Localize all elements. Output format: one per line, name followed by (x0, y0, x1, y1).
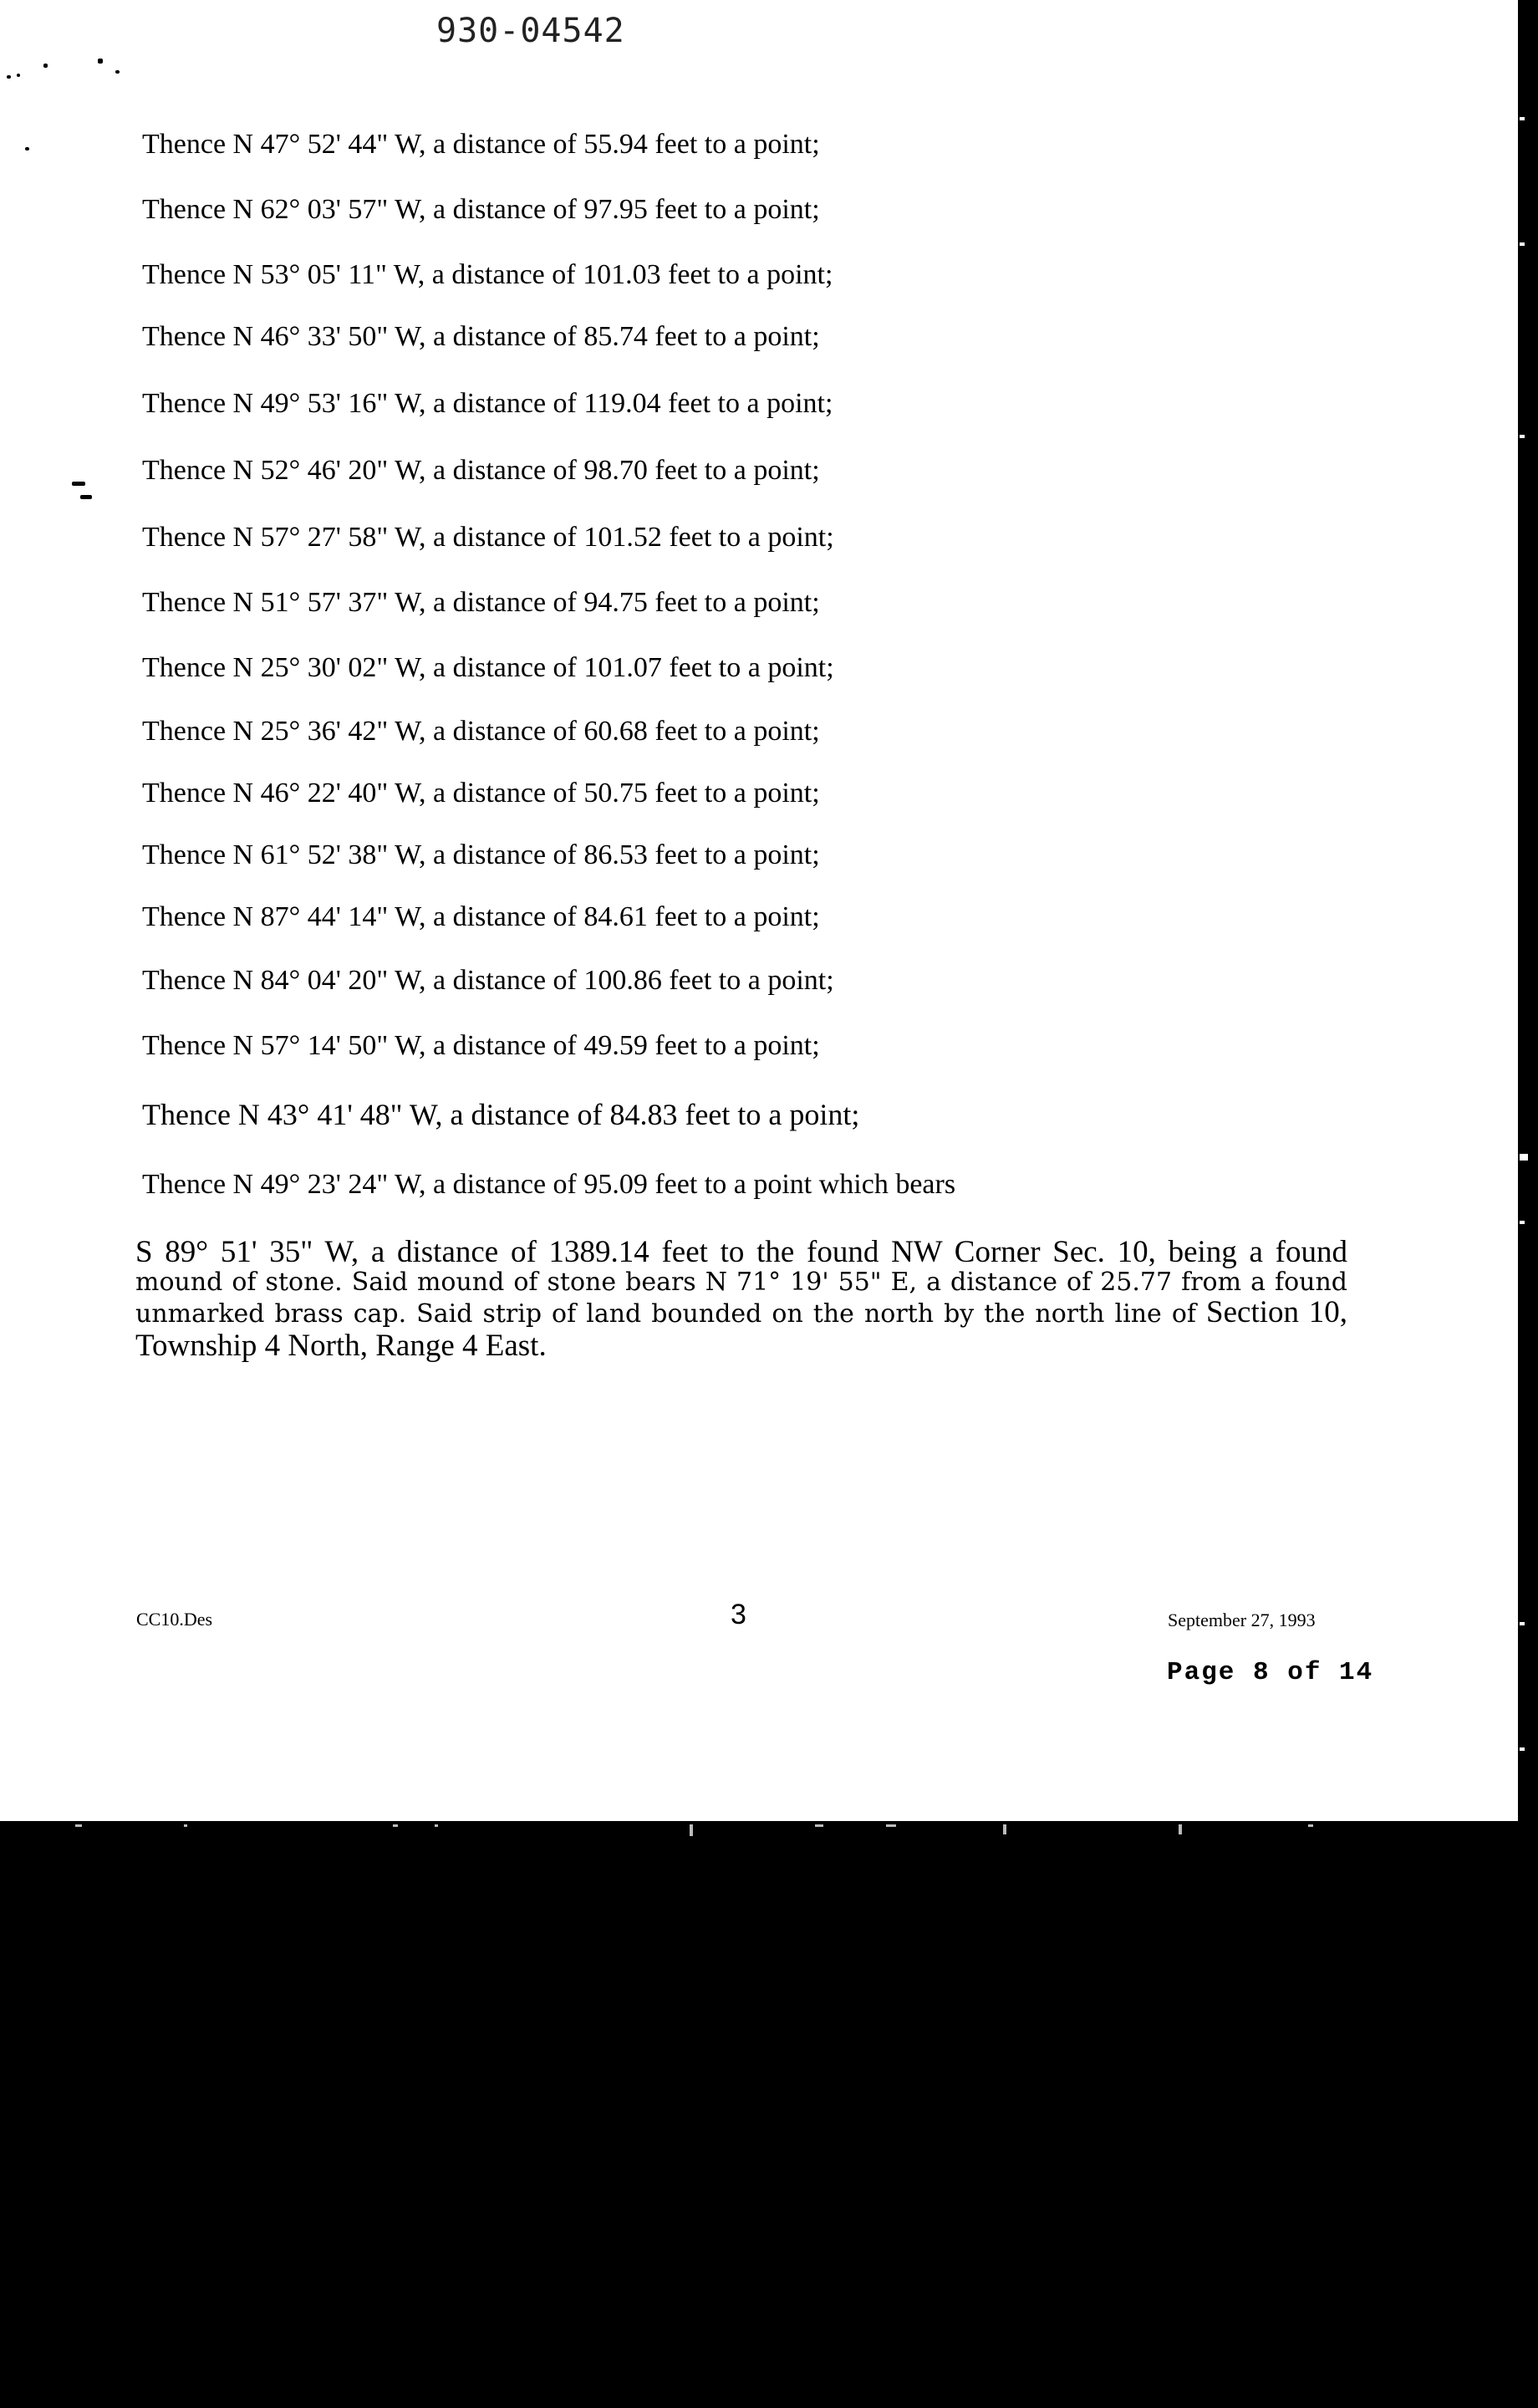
scan-edge (1518, 0, 1538, 1821)
bearing-line: Thence N 47° 52' 44" W, a distance of 55.94 feet to a point; (142, 129, 820, 160)
scan-speck (25, 147, 29, 150)
scan-speck (115, 70, 120, 74)
bearing-line: Thence N 61° 52' 38" W, a distance of 86.53 feet to a point; (142, 839, 820, 870)
bearing-line: Thence N 52° 46' 20" W, a distance of 98.70 feet to a point; (142, 455, 820, 486)
bearing-line: Thence N 62° 03' 57" W, a distance of 97.95 feet to a point; (142, 194, 820, 225)
bearing-line: Thence N 51° 57' 37" W, a distance of 94.75 feet to a point; (142, 587, 820, 618)
bearing-line: Thence N 25° 36' 42" W, a distance of 60.68 feet to a point; (142, 716, 820, 747)
closing-paragraph (135, 1236, 1347, 1363)
scan-speck (72, 482, 85, 486)
bearing-line: Thence N 43° 41' 48" W, a distance of 84.83 feet to a point; (142, 1098, 860, 1131)
scan-speck (7, 75, 11, 79)
footer-file-name: CC10.Des (136, 1609, 213, 1630)
page-count: Page 8 of 14 (1167, 1658, 1374, 1687)
scan-speck (17, 74, 20, 77)
bearing-line: Thence N 25° 30' 02" W, a distance of 101.07 feet to a point; (142, 652, 834, 683)
closing-tail: Section 10, Township 4 North, Range 4 East. (135, 1295, 1348, 1364)
closing-lead: S 89° 51' 35" W, a distance of 1389.14 feet to the found NW Corner Sec. 10, being a found (135, 1235, 1347, 1269)
bearing-line: Thence N 87° 44' 14" W, a distance of 84.61 feet to a point; (142, 901, 820, 932)
closing-body: mound of stone. Said mound of stone bears N 71° 19' 55" E, a distance of 25.77 from a found unmarked brass cap. Said strip of land bounded on the north by the north line of (135, 1267, 1347, 1329)
bearing-line: Thence N 49° 23' 24" W, a distance of 95.09 feet to a point which bears (142, 1169, 956, 1200)
bearing-line: Thence N 46° 33' 50" W, a distance of 85.74 feet to a point; (142, 321, 820, 352)
bearing-line: Thence N 57° 27' 58" W, a distance of 101.52 feet to a point; (142, 522, 834, 553)
footer-page-number: 3 (731, 1599, 746, 1630)
bearing-line: Thence N 46° 22' 40" W, a distance of 50.75 feet to a point; (142, 778, 820, 809)
scan-noise (0, 1821, 1518, 1839)
document-number: 930-04542 (436, 12, 625, 50)
bearing-line: Thence N 49° 53' 16" W, a distance of 119.04 feet to a point; (142, 388, 833, 419)
scan-speck (98, 59, 103, 64)
bearing-line: Thence N 53° 05' 11" W, a distance of 101.03 feet to a point; (142, 259, 833, 290)
footer-date: September 27, 1993 (1168, 1610, 1316, 1630)
scan-speck (80, 495, 92, 499)
bearing-line: Thence N 57° 14' 50" W, a distance of 49.59 feet to a point; (142, 1030, 820, 1061)
scan-speck (43, 64, 48, 68)
bearing-line: Thence N 84° 04' 20" W, a distance of 100.86 feet to a point; (142, 965, 834, 996)
